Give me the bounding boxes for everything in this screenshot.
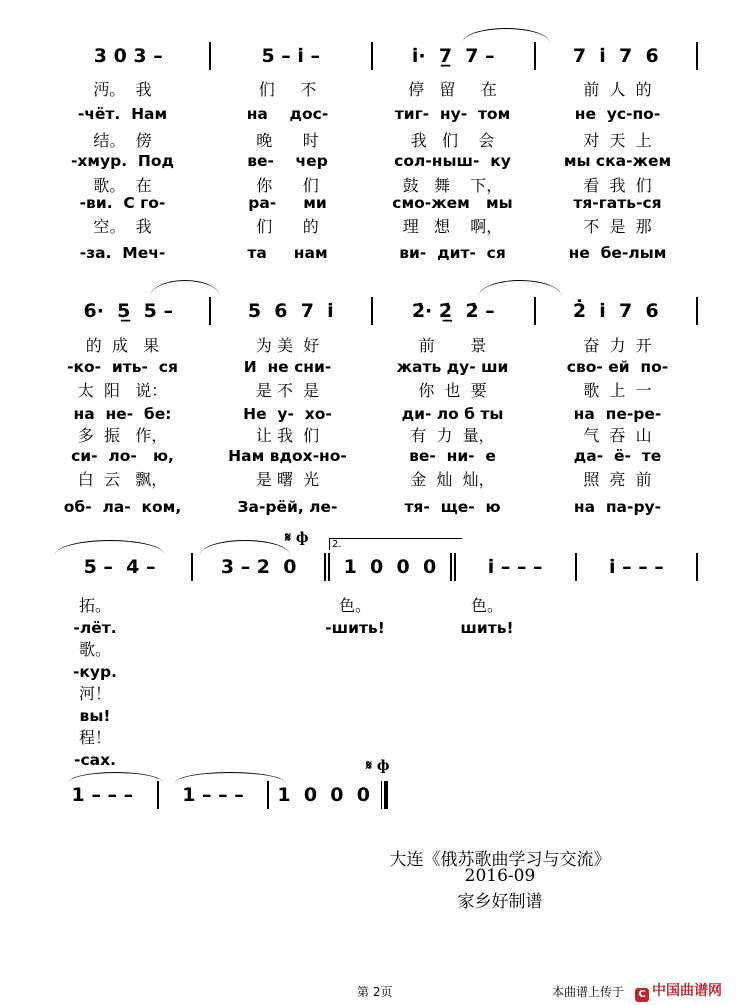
tie-arc	[462, 28, 550, 43]
lyric-row: 沔。 我 们 不 停 留 在 前 人 的	[93, 79, 652, 99]
site-logo[interactable]	[635, 980, 722, 1002]
volta-bracket: 2.	[329, 538, 462, 550]
measure: 3 0 3 –	[93, 45, 163, 67]
measure: i̇· 7̲ 7 –	[411, 45, 495, 67]
measure: 1 0 0 0	[343, 556, 437, 578]
lyric-row: об- ла- ком, За-рёй, ле- тя- ще- ю на па-ру-	[63, 498, 662, 516]
staff-line-3	[48, 554, 698, 580]
ending-lyrics-column: 色。 -шить!	[325, 596, 385, 637]
logo-mark-icon: C	[635, 988, 649, 1002]
measure: 1 – – –	[71, 784, 134, 806]
final-barline	[381, 781, 388, 809]
lyric-row: 结。 傍 晚 时 我 们 会 对 天 上	[93, 130, 652, 150]
credit-author: 家乡好制谱	[457, 892, 543, 912]
ending-lyrics-column: 色。 шить!	[460, 596, 514, 637]
measure: 7 i̇ 7 6	[572, 45, 659, 67]
lyric-row: -ко- ить- ся И не сни- жать ду- ши сво- ей по-	[67, 358, 669, 376]
measure: 3 – 2 0	[220, 556, 297, 578]
measure: 6· 5̲ 5 –	[83, 300, 173, 322]
lyric-row: на не- бе: Не у- хо- ди- ло б ты на пе-ре-	[73, 405, 662, 423]
staff-line-2	[48, 298, 698, 324]
measure: 2̇ i̇ 7 6	[572, 300, 659, 322]
measure: 5 – 4 –	[83, 556, 156, 578]
staff-line-4	[48, 782, 388, 808]
measure: i̇ – – –	[608, 556, 664, 578]
lyric-row: 白 云 飘， 是 曙 光 金 灿 灿， 照 亮 前	[77, 469, 652, 489]
lyric-row: 歌。 在 你 们 鼓 舞 下， 看 我 们	[93, 175, 652, 195]
lyric-row: 空。 我 们 的 理 想 啊， 不 是 那	[93, 216, 652, 236]
logo-text: 中国曲谱网	[652, 983, 722, 999]
credit-source: 大连《俄苏歌曲学习与交流》	[389, 850, 611, 870]
barline	[696, 42, 698, 70]
lyric-row: 的 成 果 为 美 好 前 景 奋 力 开	[85, 335, 652, 355]
lyric-row: -за. Меч- та нам ви- дит- ся не бе-лым	[79, 244, 667, 262]
measure: 1 0 0 0	[277, 784, 370, 806]
measure: 5 6 7 i̇	[247, 300, 334, 322]
lyric-row: си- ло- ю, Нам вдох-но- ве- ни- е да- ё- те	[71, 447, 662, 465]
slur-arc	[55, 540, 165, 555]
page-number: 第 2页	[357, 985, 393, 999]
measure: 5 – i̇ –	[261, 45, 321, 67]
lyric-row: -ви. С го- ра- ми смо-жем мы тя-гать-ся	[79, 194, 662, 212]
measure: 2̇· 2̲̇ 2̇ –	[411, 300, 495, 322]
tie-arc	[478, 280, 562, 297]
slur-arc	[200, 540, 290, 555]
lyric-row: -чёт. Нам на дос- тиг- ну- том не ус-по-	[77, 105, 661, 123]
staff-line-1	[48, 43, 698, 69]
measure: i̇ – – –	[487, 556, 543, 578]
credit-date: 2016-09	[464, 866, 536, 886]
lyric-row: 多 振 作， 让 我 们 有 力 量， 气 吞 山	[77, 425, 652, 445]
barline	[696, 553, 698, 581]
upload-note: 本曲谱上传于	[552, 985, 625, 999]
measure: 1 – – –	[182, 784, 244, 806]
segno-coda-sign: 𝄋 ф	[366, 758, 390, 774]
lyric-row: 太 阳 说： 是 不 是 你 也 要 歌 上 一	[77, 380, 652, 400]
lyric-row: -хмур. Под ве- чер сол-ныш- ку мы ска-жем	[70, 152, 672, 170]
barline	[696, 297, 698, 325]
tie-arc	[150, 280, 220, 297]
ending-lyrics-column: 拓。 -лёт. 歌。 -кур. 河！ вы! 程！ -сах.	[72, 596, 118, 769]
segno-coda-sign: 𝄋 ф	[285, 530, 309, 546]
